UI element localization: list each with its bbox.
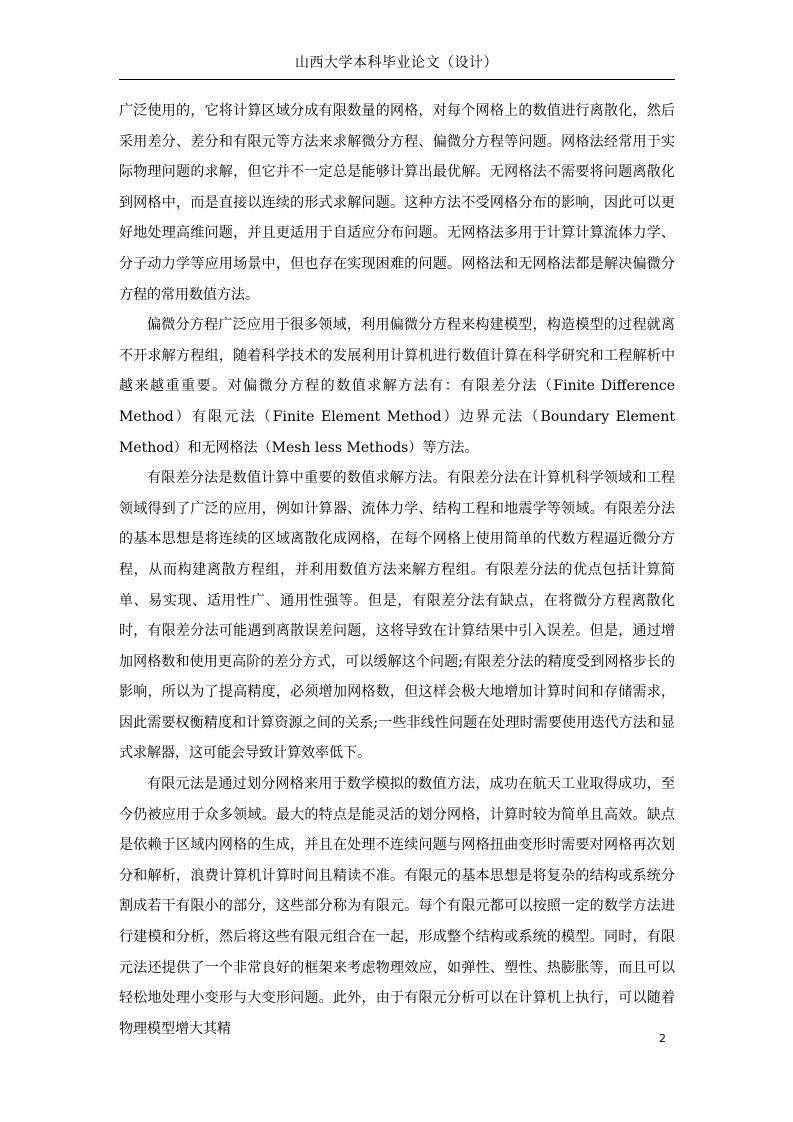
paragraph-finite-difference: 有限差分法是数值计算中重要的数值求解方法。有限差分法在计算机科学领域和工程领域得到了广泛的应用，例如计算器、流体力学、结构工程和地震学等领域。有限差分法的基本思想是将连续的区域离散化成网格，在每个网格上使用简单的代数方程逼近微分方程，从而构建离散方程组，并利用数值方法来解方程组。有限差分法的优点包括计算简单、易实现、适用性广、通用性强等。但是，有限差分法有缺点，在将微分方程离散化时，有限差分法可能遇到离散误差问题，这将导致在计算结果中引入误差。但是，通过增加网格数和使用更高阶的差分方式，可以缓解这个问题;有限差分法的精度受到网格步长的影响，所以为了提高精度，必须增加网格数，但这样会极大地增加计算时间和存储需求，因此需要权衡精度和计算资源之间的关系;一些非线性问题在处理时需要使用迭代方法和显式求解器，这可能会导致计算效率低下。: [119, 470, 675, 762]
page-number: 2: [659, 1032, 666, 1045]
paragraph-continued: 广泛使用的，它将计算区域分成有限数量的网格，对每个网格上的数值进行离散化，然后采用差分、差分和有限元等方法来求解微分方程、偏微分方程等问题。网格法经常用于实际物理问题的求解，但它并不一定总是能够计算出最优解。无网格法不需要将问题离散化到网格中，而是直接以连续的形式求解问题。这种方法不受网格分布的影响，因此可以更好地处理高维问题，并且更适用于自适应分布问题。无网格法多用于计算计算流体力学、分子动力学等应用场景中，但也存在实现困难的问题。网格法和无网格法都是解决偏微分方程的常用数值方法。: [119, 103, 675, 303]
paragraph-finite-element: 有限元法是通过划分网格来用于数学模拟的数值方法，成功在航天工业取得成功，至今仍被应用于众多领域。最大的特点是能灵活的划分网格，计算时较为简单且高效。缺点是依赖于区域内网格的生成，并且在处理不连续问题与网格扭曲变形时需要对网格再次划分和解析，浪费计算机计算时间且精读不准。有限元的基本思想是将复杂的结构或系统分割成若干有限小的部分，这些部分称为有限元。每个有限元都可以按照一定的数学方法进行建模和分析，然后将这些有限元组合在一起，形成整个结构或系统的模型。同时，有限元法还提供了一个非常良好的框架来考虑物理效应，如弹性、塑性、热膨胀等，而且可以轻松地处理小变形与大变形问题。此外，由于有限元分析可以在计算机上执行，可以随着物理模型增大其精: [119, 776, 675, 1037]
body-text: [119, 96, 675, 1044]
header-divider: [119, 79, 675, 80]
paragraph-pde-methods: 偏微分方程广泛应用于很多领域，利用偏微分方程来构建模型，构造模型的过程就离不开求解方程组，随着科学技术的发展利用计算机进行数值计算在科学研究和工程解析中越来越重重要。对偏微分方程的数值求解方法有：有限差分法（Finite Difference Method）有限元法（Finite Element Method）边界元法（Boundary Element Method）和无网格法（Mesh less Methods）等方法。: [119, 317, 675, 456]
running-header: 山西大学本科毕业论文（设计）: [295, 55, 498, 71]
